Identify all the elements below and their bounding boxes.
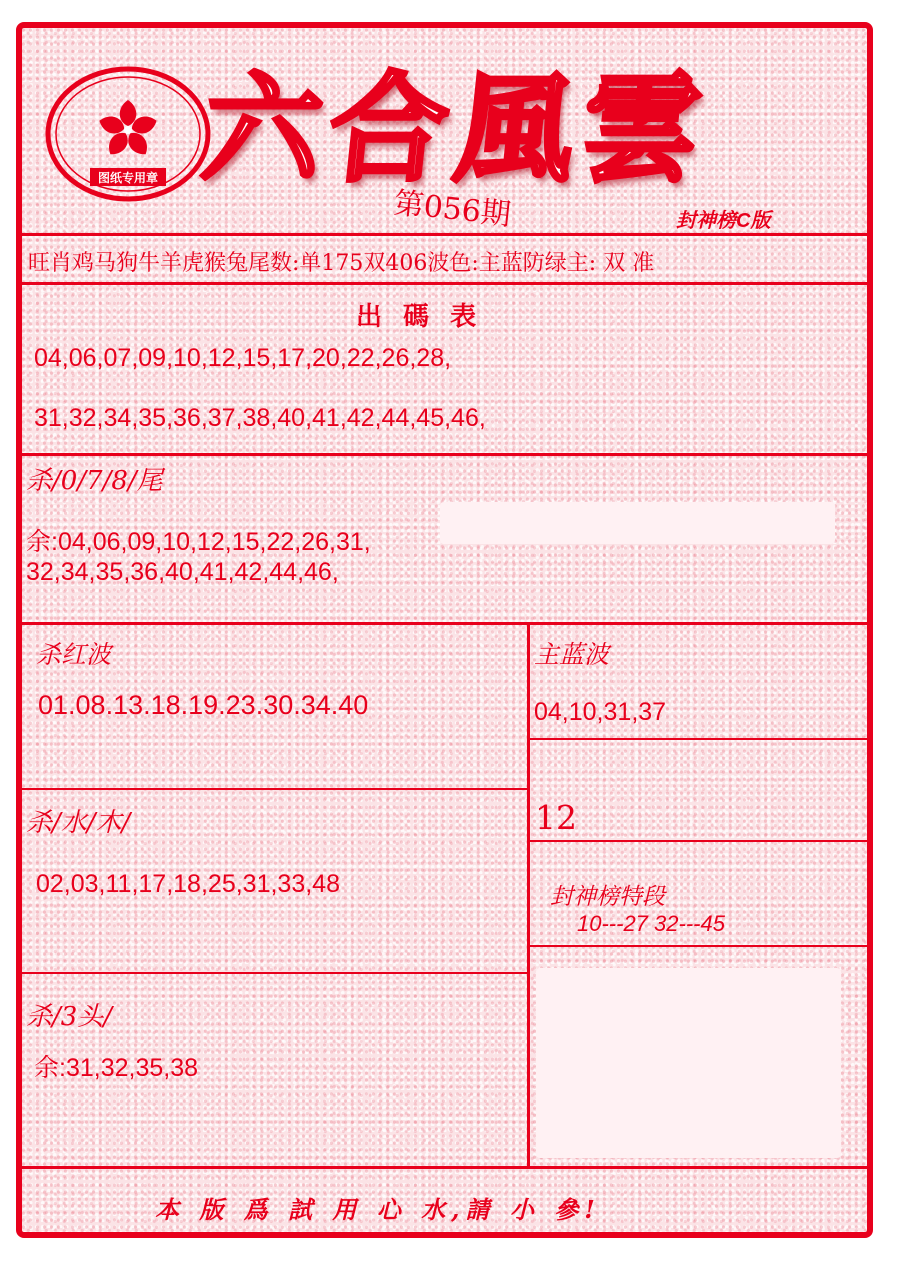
- divider: [528, 945, 867, 947]
- chart-table-title: 出 碼 表: [356, 302, 483, 332]
- blank-box: [536, 968, 841, 1158]
- divider: [22, 622, 867, 625]
- blank-box: [440, 502, 835, 544]
- kill-tail-line: 32,34,35,36,40,41,42,44,46,: [26, 558, 339, 586]
- special-title: 封神榜特段: [550, 884, 665, 910]
- info-line: 旺肖鸡马狗牛羊虎猴兔尾数:单175双406波色:主蓝防绿主: 双 准: [28, 251, 655, 276]
- divider: [22, 788, 528, 790]
- kill-heads-title: 杀/3头/: [26, 1002, 113, 1032]
- divider: [22, 233, 867, 236]
- divider: [22, 1166, 867, 1169]
- edition-label: 封神榜C版: [676, 210, 771, 232]
- chart-table-row: 04,06,07,09,10,12,15,17,20,22,26,28,: [34, 344, 452, 372]
- kill-water-wood-numbers: 02,03,11,17,18,25,31,33,48: [36, 870, 340, 898]
- main-blue-numbers: 04,10,31,37: [534, 698, 667, 726]
- kill-tail-line: 余:04,06,09,10,12,15,22,26,31,: [26, 528, 371, 556]
- seal-stamp: [42, 64, 214, 204]
- number-12: 12: [535, 798, 577, 837]
- divider: [22, 972, 528, 974]
- divider: [22, 282, 867, 285]
- kill-red-title: 杀红波: [36, 640, 112, 669]
- column-divider: [527, 622, 530, 1168]
- kill-red-numbers: 01.08.13.18.19.23.30.34.40: [38, 690, 369, 720]
- special-range: 10---27 32---45: [577, 911, 725, 936]
- chart-table-row: 31,32,34,35,36,37,38,40,41,42,44,45,46,: [34, 404, 486, 432]
- kill-heads-numbers: 余:31,32,35,38: [34, 1054, 199, 1082]
- footer-note: 本 版 爲 試 用 心 水,請 小 參!: [155, 1195, 601, 1224]
- divider: [22, 453, 867, 456]
- divider: [528, 840, 867, 842]
- main-blue-title: 主蓝波: [534, 640, 610, 669]
- page-title: 六合風雲: [196, 59, 716, 198]
- kill-tail-title: 杀/0/7/8/尾: [26, 466, 163, 496]
- svg-text:图纸专用章: 图纸专用章: [97, 171, 159, 185]
- kill-water-wood-title: 杀/水/木/: [26, 808, 131, 838]
- issue-number: 第056期: [392, 185, 513, 234]
- divider: [528, 738, 867, 740]
